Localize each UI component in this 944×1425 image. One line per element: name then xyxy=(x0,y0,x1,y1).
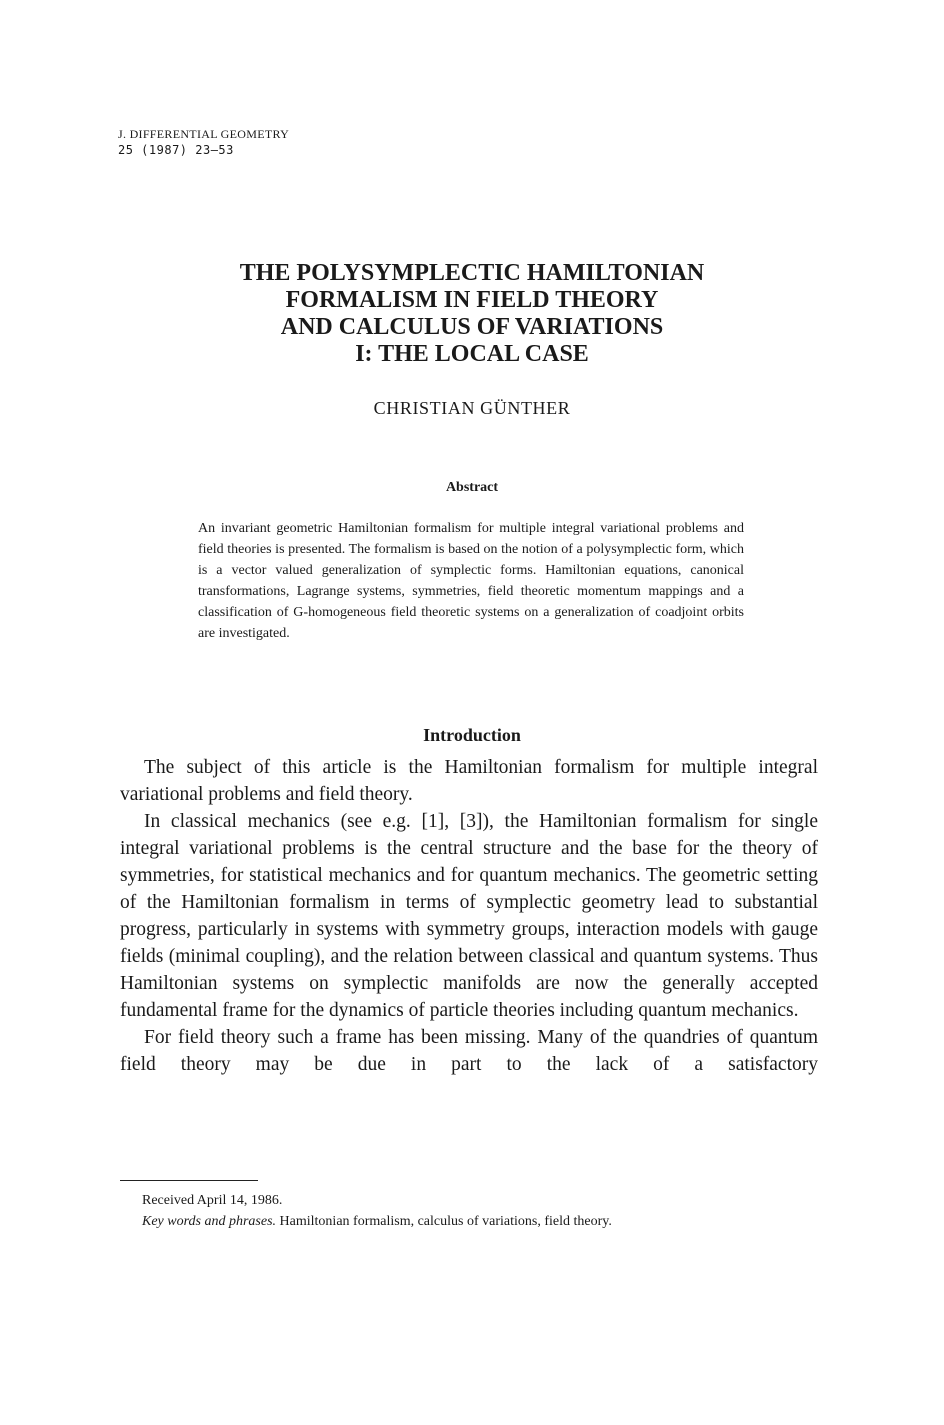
introduction-heading: Introduction xyxy=(423,725,521,745)
received-date: Received April 14, 1986. xyxy=(142,1193,283,1208)
journal-header xyxy=(118,126,289,158)
body-paragraph: For field theory such a frame has been missing. Many of the quandries of quantum field theory may be due in part to the lack of a satisfactory xyxy=(120,1027,818,1075)
journal-volume: 25 (1987) 23–53 xyxy=(118,143,234,157)
body-paragraph: In classical mechanics (see e.g. [1], [3]), the Hamiltonian formalism for single integral variational problems is the central structure and the base for the theory of symmetries, for statistical mechanics and for quantum mechanics. The geometric setting of the Hamiltonian formalism in terms of symplectic geometry lead to substantial progress, particularly in systems with symmetry groups, interaction models with gauge fields (minimal coupling), and the relation between classical and quantum systems. Thus Hamiltonian systems on symplectic manifolds are now the generally accepted fundamental frame for the dynamics of particle theories including quantum mechanics. xyxy=(120,811,818,1021)
author-name: CHRISTIAN GÜNTHER xyxy=(373,398,571,418)
introduction-body xyxy=(120,754,818,1078)
title-line: FORMALISM IN FIELD THEORY xyxy=(285,287,659,313)
journal-name: J. DIFFERENTIAL GEOMETRY xyxy=(118,127,290,141)
footnote-rule xyxy=(120,1180,258,1181)
keywords-label: Key words and phrases. xyxy=(142,1214,277,1229)
keywords-line xyxy=(142,1211,842,1232)
body-paragraph: The subject of this article is the Hamiltonian formalism for multiple integral variational problems and field theory. xyxy=(120,757,818,805)
footnotes xyxy=(142,1190,842,1232)
paper-title xyxy=(0,260,944,368)
abstract-heading: Abstract xyxy=(445,480,499,495)
abstract-text: An invariant geometric Hamiltonian formalism for multiple integral variational problems and field theories is presented. The formalism is based on the notion of a polysymplectic form, which is a vector valued generalization of symplectic forms. Hamiltonian equations, canonical transformations, Lagrange systems, symmetries, field theoretic momentum mappings and a classification of G-homogeneous field theoretic systems on a generalization of coadjoint orbits are investigated. xyxy=(198,521,744,641)
title-line: I: THE LOCAL CASE xyxy=(355,341,589,367)
title-line: AND CALCULUS OF VARIATIONS xyxy=(280,314,664,340)
keywords-text: Hamiltonian formalism, calculus of variations, field theory. xyxy=(276,1214,612,1229)
title-line: THE POLYSYMPLECTIC HAMILTONIAN xyxy=(239,260,705,286)
